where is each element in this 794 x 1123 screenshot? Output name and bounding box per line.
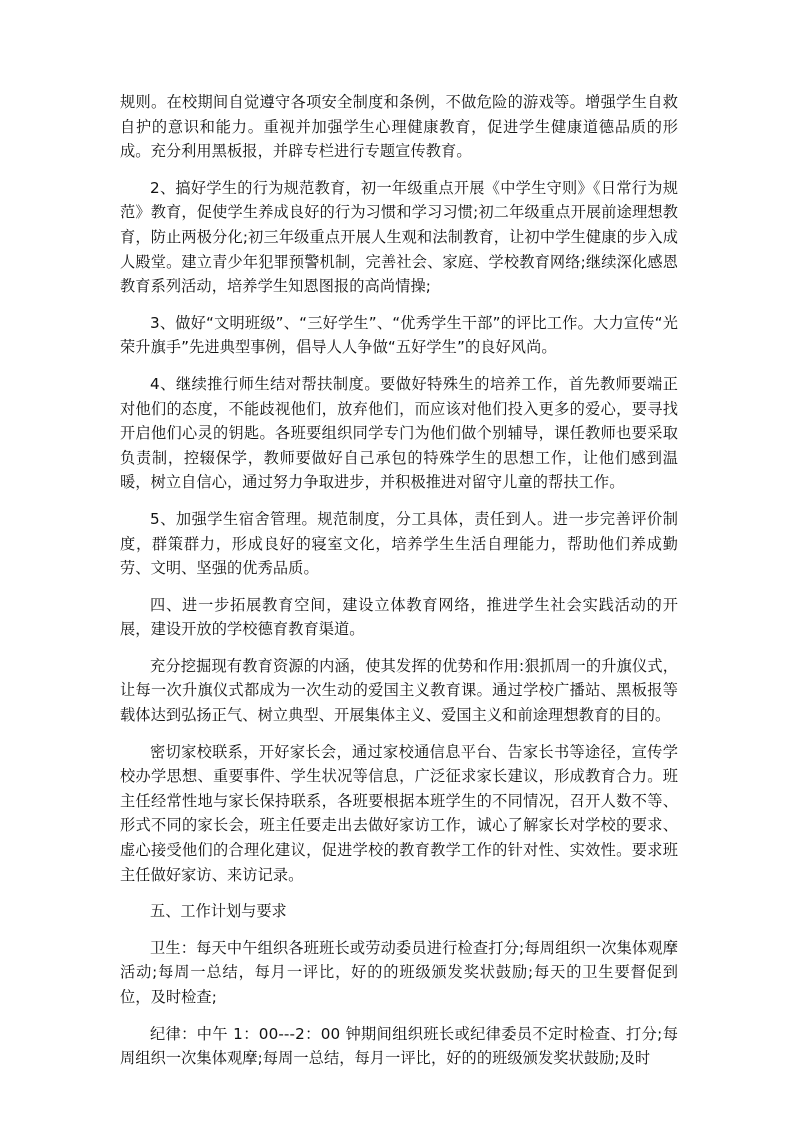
paragraph-discipline: 纪律：中午 1：00---2：00 钟期间组织班长或纪律委员不定时检查、打分;每周组织一次集体观摩;每周一总结，每月一评比，好的的班级颁发奖状鼓励;及时 [120,1024,678,1068]
paragraph-education-resources: 充分挖掘现有教育资源的内涵，使其发挥的优势和作用:狠抓周一的升旗仪式，让每一次升旗仪式都成为一次生动的爱国主义教育课。通过学校广播站、黑板报等载体达到弘扬正气、树立典型、开展集体主义、爱国主义和前途理想教育的目的。 [120,656,678,725]
paragraph-model-selection: 3、做好“文明班级”、“三好学生”、“优秀学生干部”的评比工作。大力宣传“光荣升旗手”先进典型事例，倡导人人争做“五好学生”的良好风尚。 [120,313,678,357]
paragraph-safety-rules: 规则。在校期间自觉遵守各项安全制度和条例，不做危险的游戏等。增强学生自救自护的意识和能力。重视并加强学生心理健康教育，促进学生健康道德品质的形成。充分利用黑板报，并辟专栏进行专题宣传教育。 [120,93,678,161]
paragraph-dorm-management: 5、加强学生宿舍管理。规范制度，分工具体，责任到人。进一步完善评价制度，群策群力，形成良好的寝室文化，培养学生生活自理能力，帮助他们养成勤劳、文明、坚强的优秀品质。 [120,509,678,578]
paragraph-hygiene: 卫生：每天中午组织各班班长或劳动委员进行检查打分;每周组织一次集体观摩活动;每周一总结，每月一评比，好的的班级颁发奖状鼓励;每天的卫生要督促到位，及时检查; [120,938,678,1006]
paragraph-home-school: 密切家校联系，开好家长会，通过家校通信息平台、告家长书等途径，宣传学校办学思想、重要事件、学生状况等信息，广泛征求家长建议，形成教育合力。班主任经常性地与家长保持联系，各班要根据本班学生的不同情况，召开人数不等、形式不同的家长会，班主任要走出去做好家访工作，诚心了解家长对学校的要求、虚心接受他们的合理化建议，促进学校的教育教学工作的针对性、实效性。要求班主任做好家访、来访记录。 [120,742,678,884]
section-heading-five: 五、工作计划与要求 [150,902,287,921]
document-body [120,90,678,1083]
section-heading-four: 四、进一步拓展教育空间，建设立体教育网络，推进学生社会实践活动的开展，建设开放的学校德育教育渠道。 [120,595,678,639]
paragraph-mentoring-system: 4、继续推行师生结对帮扶制度。要做好特殊生的培养工作，首先教师要端正对他们的态度，不能歧视他们，放弃他们，而应该对他们投入更多的爱心，要寻找开启他们心灵的钥匙。各班要组织同学专门为他们做个别辅导，课任教师也要采取负责制，控辍保学，教师要做好自己承包的特殊学生的思想工作，让他们感到温暖，树立自信心，通过努力争取进步，并积极推进对留守儿童的帮扶工作。 [120,374,678,492]
paragraph-behavior-education: 2、搞好学生的行为规范教育，初一年级重点开展《中学生守则》《日常行为规范》教育，促使学生养成良好的行为习惯和学习习惯;初二年级重点开展前途理想教育，防止两极分化;初三年级重点开展人生观和法制教育，让初中学生健康的步入成人殿堂。建立青少年犯罪预警机制，完善社会、家庭、学校教育网络;继续深化感恩教育系列活动，培养学生知恩图报的高尚情操; [120,178,678,296]
